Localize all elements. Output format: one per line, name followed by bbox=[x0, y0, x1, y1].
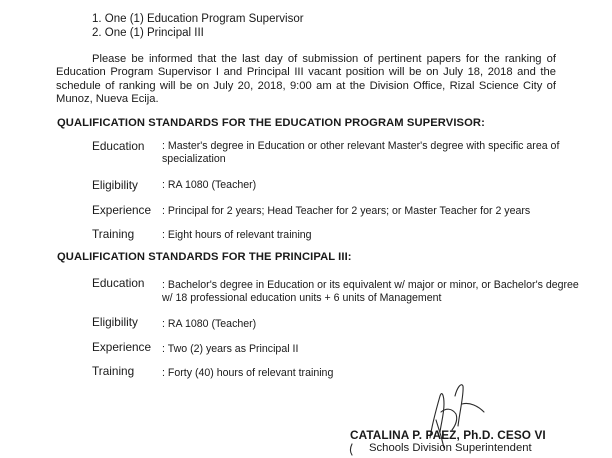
principal-training-value: : Forty (40) hours of relevant training bbox=[162, 367, 334, 379]
position-item-1: 1. One (1) Education Program Supervisor bbox=[92, 13, 304, 25]
signatory-name: CATALINA P. PAEZ, Ph.D. CESO VI bbox=[350, 428, 546, 442]
principal-education-label: Education bbox=[92, 276, 145, 290]
eps-eligibility-value: : RA 1080 (Teacher) bbox=[162, 179, 257, 191]
principal-heading: QUALIFICATION STANDARDS FOR THE PRINCIPAL III: bbox=[57, 251, 352, 263]
eps-training-value: : Eight hours of relevant training bbox=[162, 229, 312, 241]
eps-eligibility-label: Eligibility bbox=[92, 178, 138, 192]
principal-eligibility-label: Eligibility bbox=[92, 315, 138, 329]
eps-experience-value: : Principal for 2 years; Head Teacher for 2 years; or Master Teacher for 2 years bbox=[162, 205, 531, 217]
eps-training-label: Training bbox=[92, 227, 135, 241]
eps-heading: QUALIFICATION STANDARDS FOR THE EDUCATION PROGRAM SUPERVISOR: bbox=[57, 117, 485, 129]
eps-education-label: Education bbox=[92, 139, 145, 153]
position-item-2: 2. One (1) Principal III bbox=[92, 27, 204, 39]
principal-experience-value: : Two (2) years as Principal II bbox=[162, 343, 299, 355]
principal-experience-label: Experience bbox=[92, 340, 152, 354]
principal-eligibility-value: : RA 1080 (Teacher) bbox=[162, 318, 257, 330]
signatory-title: Schools Division Superintendent bbox=[369, 442, 532, 454]
eps-education-value: : Master's degree in Education or other relevant Master's degree with specific area of specialization bbox=[162, 140, 560, 165]
notice-paragraph: Please be informed that the last day of submission of pertinent papers for the ranking of Education Program Supervisor I and Principal III vacant position will be on July 18, 2018 and the schedule of ranking will be on July 20, 2018, 9:00 am at the Division Office, Rizal Science City of Munoz, Nueva Ecija. bbox=[56, 53, 556, 106]
principal-training-label: Training bbox=[92, 364, 135, 378]
eps-experience-label: Experience bbox=[92, 203, 152, 217]
principal-education-value: : Bachelor's degree in Education or its equivalent w/ major or minor, or Bachelor's degree w/ 18 professional education units + 6 units of Management bbox=[162, 279, 579, 304]
